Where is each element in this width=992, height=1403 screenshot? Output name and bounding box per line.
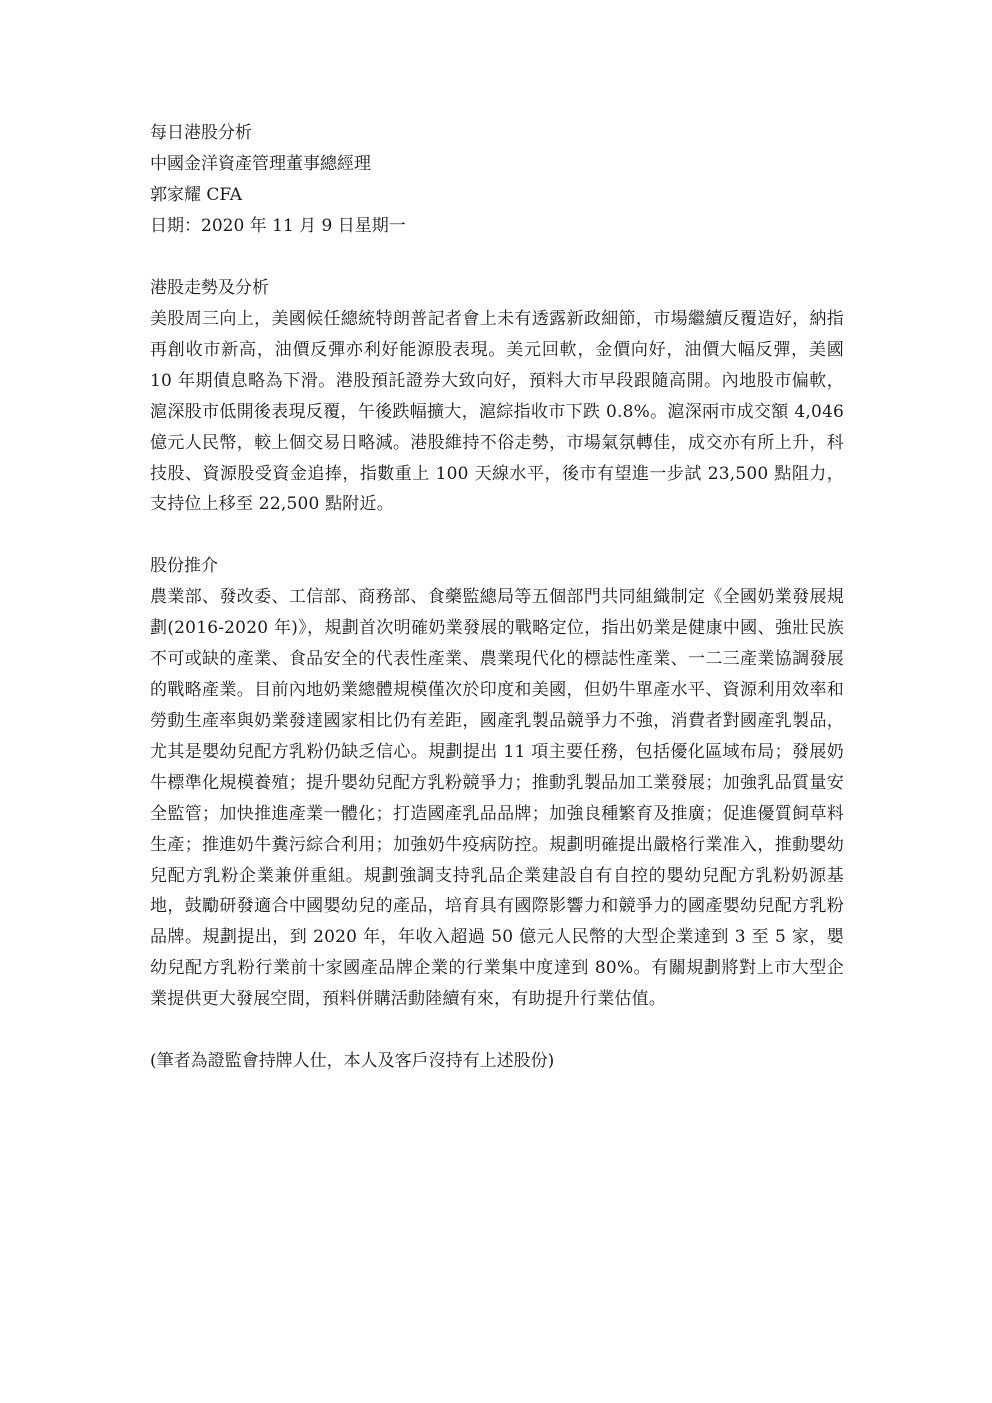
author-position: 中國金洋資產管理董事總經理: [150, 154, 371, 174]
stock-recommendation-body: 農業部、發改委、工信部、商務部、食藥監總局等五個部門共同組織制定《全國奶業發展規劃(2016-2020 年)》，規劃首次明確奶業發展的戰略定位，指出奶業是健康中國、強壯民族不可或缺的產業、食品安全的代表性產業、農業現代化的標誌性產業、一二三產業協調發展的戰略產業。目前內地奶業總體規模僅次於印度和美國，但奶牛單產水平、資源利用效率和勞動生產率與奶業發達國家相比仍有差距，國產乳製品競爭力不強，消費者對國產乳製品，尤其是嬰幼兒配方乳粉仍缺乏信心。規劃提出 11 項主要任務，包括優化區域布局；發展奶牛標準化規模養殖；提升嬰幼兒配方乳粉競爭力；推動乳製品加工業發展；加強乳品質量安全監管；加快推進產業一體化；打造國產乳品品牌；加強良種繁育及推廣；促進優質飼草料生產；推進奶牛糞污綜合利用；加強奶牛疫病防控。規劃明確提出嚴格行業准入，推動嬰幼兒配方乳粉企業兼併重組。規劃強調支持乳品企業建設自有自控的嬰幼兒配方乳粉奶源基地，鼓勵研發適合中國嬰幼兒的產品，培育具有國際影響力和競爭力的國產嬰幼兒配方乳粉品牌。規劃提出，到 2020 年，年收入超過 50 億元人民幣的大型企業達到 3 至 5 家，嬰幼兒配方乳粉行業前十家國產品牌企業的行業集中度達到 80%。有關規劃將對上市大型企業提供更大發展空間，預料併購活動陸續有來，有助提升行業估值。: [150, 587, 844, 1010]
author-name: 郭家耀 CFA: [150, 185, 243, 205]
spacer: [150, 520, 844, 551]
spacer: [150, 1015, 844, 1046]
disclaimer-note: (筆者為證監會持牌人仕，本人及客戶沒持有上述股份): [150, 1051, 555, 1072]
document-page: [150, 118, 844, 1077]
stock-recommendation-heading: 股份推介: [150, 556, 218, 577]
market-analysis-body: 美股周三向上，美國候任總統特朗普記者會上未有透露新政細節，市場繼續反覆造好，納指再創收市新高，油價反彈亦利好能源股表現。美元回軟，金價向好，油價大幅反彈，美國 10 年期債息略為下滑。港股預託證券大致向好，預料大市早段跟隨高開。內地股市偏軟，滬深股市低開後表現反覆，午後跌幅擴大，滬綜指收市下跌 0.8%。滬深兩市成交額 4,046 億元人民幣，較上個交易日略減。港股維持不俗走勢，市場氣氛轉佳，成交亦有所上升，科技股、資源股受資金追捧，指數重上 100 天線水平，後市有望進一步試 23,500 點阻力，支持位上移至 22,500 點附近。: [150, 309, 844, 515]
report-date: 日期：2020 年 11 月 9 日星期一: [150, 216, 406, 236]
spacer: [150, 242, 844, 273]
report-title: 每日港股分析: [150, 123, 252, 143]
market-analysis-heading: 港股走勢及分析: [150, 278, 269, 298]
